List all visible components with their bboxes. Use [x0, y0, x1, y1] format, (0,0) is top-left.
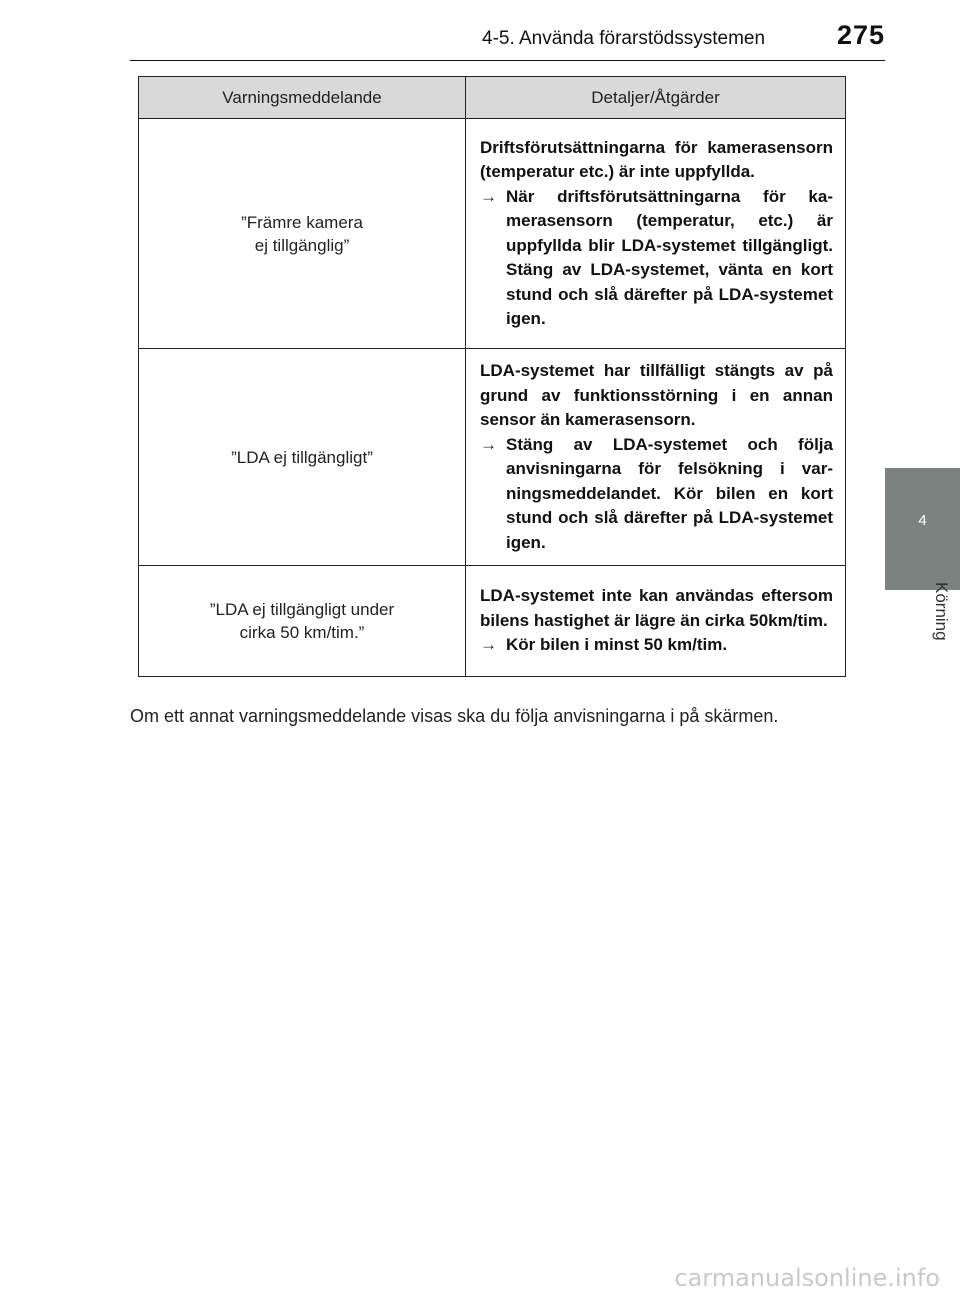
action-text: Stäng av LDA-systemet och följa anvisningarna för felsökning i varningsmeddelandet. Kör bilen en kort stund och slå därefter på LDA-systemet igen. [506, 434, 833, 552]
warning-message-cell [139, 566, 466, 677]
details-cell [466, 566, 846, 677]
action-item [480, 633, 833, 658]
table-row [139, 119, 846, 349]
page-number: 275 [836, 20, 885, 50]
body-paragraph: Om ett annat varningsmeddelande visas ska du följa anvisningarna i på skärmen. [130, 706, 779, 726]
warning-message-line: ”LDA ej tillgängligt under [209, 600, 395, 619]
warning-message-line: ej tillgänglig” [254, 235, 350, 255]
table-header-row [139, 77, 846, 119]
table-row [139, 349, 846, 566]
chapter-label: Körning [932, 582, 951, 641]
warning-message-cell [139, 349, 466, 566]
detail-text: LDA-systemet inte kan användas eftersom bilens hastighet är lägre än cirka 50km/tim. [480, 586, 833, 630]
details-cell [466, 349, 846, 566]
action-text: Kör bilen i minst 50 km/tim. [506, 635, 728, 655]
column-header-message: Varningsmeddelande [139, 77, 466, 119]
details-cell [466, 119, 846, 349]
arrow-right-icon: → [480, 434, 497, 454]
arrow-right-icon: → [480, 186, 497, 206]
action-item [480, 433, 833, 556]
section-title: 4-5. Använda förarstödssystemen [482, 28, 766, 49]
detail-text: LDA-systemet har tillfälligt stängts av på grund av funktionsstörning i en annan sensor än kamerasensorn. [480, 361, 833, 429]
detail-text: Driftsförutsättningarna för kamerasensorn (temperatur etc.) är inte uppfyllda. [480, 137, 833, 181]
page-header [130, 20, 885, 61]
warning-message-line: cirka 50 km/tim.” [239, 623, 365, 642]
chapter-tab [885, 468, 960, 590]
warning-message-line: ”LDA ej tillgängligt” [231, 447, 373, 467]
warning-message-table [138, 76, 846, 677]
warning-message-cell [139, 119, 466, 349]
table-row [139, 566, 846, 677]
watermark: carmanualsonline.info [674, 1264, 940, 1292]
arrow-right-icon: → [480, 635, 497, 655]
warning-message-line: ”Främre kamera [241, 212, 363, 232]
action-text: När driftsförutsättningarna för kamerasensorn (temperatur, etc.) är uppfyllda blir LDA-systemet tillgängligt. Stäng av LDA-systemet, vänta en kort stund och slå därefter på LDA-systemet igen. [506, 186, 833, 328]
action-item [480, 185, 833, 332]
column-header-details: Detaljer/Åtgärder [466, 77, 846, 119]
chapter-number: 4 [918, 512, 927, 529]
